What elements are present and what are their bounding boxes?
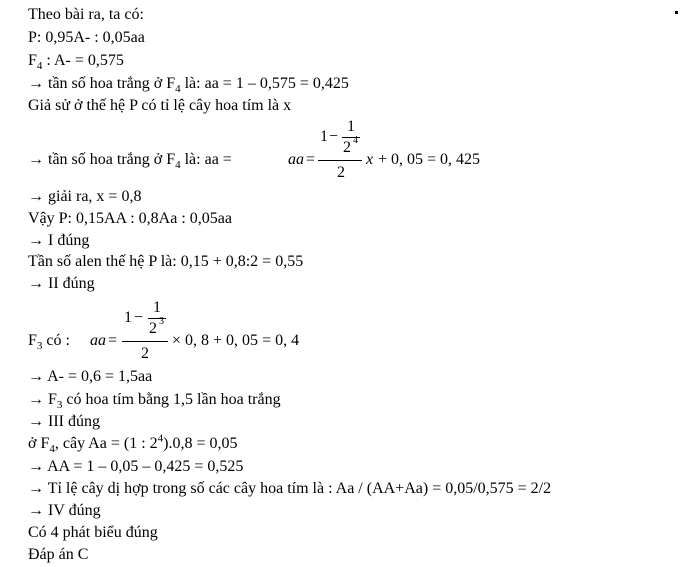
text-line-13: → A- = 0,6 = 1,5aa — [28, 368, 153, 385]
text-line-1: Theo bài ra, ta có: — [28, 6, 144, 23]
formula-2-inner-den: 2 — [149, 320, 157, 337]
text-line-16: ở $F_4$, cây Aa = (1 : $2^4).0,8 = 0,05$ — [28, 432, 238, 456]
formula-1-x: x — [366, 151, 374, 168]
formula-1-outer-den: 2 — [337, 164, 345, 181]
text-line-5: Giả sử ở thế hệ P có tỉ lệ cây hoa tím là x — [28, 97, 292, 114]
corner-dot — [675, 11, 678, 14]
formula-2-minus: − — [134, 309, 144, 326]
formula-1-aa: aa — [288, 151, 304, 168]
text-line-20: Có 4 phát biểu đúng — [28, 524, 158, 541]
text-line-17: → AA = 1 – 0,05 – 0,425 = 0,525 — [28, 458, 244, 475]
text-line-11: → II đúng — [28, 275, 95, 292]
text-line-15: → III đúng — [28, 413, 100, 430]
formula-2-outer-bar — [122, 341, 168, 342]
text-line-2: P: 0,95A- : 0,05aa — [28, 29, 145, 46]
text-line-6: → tần số hoa trắng ở $F_4$ là: aa = — [28, 151, 232, 172]
formula-1-one: 1 — [320, 128, 328, 145]
formula-1-inner-exp: 4 — [353, 135, 358, 146]
formula-1-inner-den: 2 — [343, 139, 351, 156]
text-line-14: → $F_3$ có hoa tím bằng 1,5 lần hoa trắng — [28, 391, 281, 412]
formula-1-inner-num: 1 — [347, 118, 355, 135]
text-line-12: $F_3$ có : — [28, 332, 70, 353]
formula-2-aa: aa — [90, 332, 106, 349]
formula-1-minus: − — [329, 128, 339, 145]
text-line-3: $F_4$ : A- = 0,575 — [28, 52, 124, 73]
text-line-18: → Tỉ lệ cây dị hợp trong số các cây hoa tím là : Aa / (AA+Aa) = 0,05/0,575 = 2/2 — [28, 480, 552, 497]
formula-2-one: 1 — [124, 309, 132, 326]
formula-2-inner-num: 1 — [153, 299, 161, 316]
text-line-10: Tần số alen thế hệ P là: 0,15 + 0,8:2 = 0,55 — [28, 253, 304, 270]
text-line-7: → giải ra, x = 0,8 — [28, 188, 142, 205]
formula-2-inner-exp: 3 — [159, 316, 164, 327]
formula-2-outer-den: 2 — [141, 345, 149, 362]
text-line-21: Đáp án C — [28, 546, 89, 563]
formula-2-rest: × 0, 8 + 0, 05 = 0, 4 — [172, 332, 300, 349]
formula-1-rest: + 0, 05 = 0, 425 — [378, 151, 481, 168]
formula-1-equals: = — [306, 151, 316, 168]
text-line-9: → I đúng — [28, 232, 90, 249]
formula-2-equals: = — [108, 332, 118, 349]
text-line-4: → tần số hoa trắng ở $F_4$ là: aa = 1 – 0,575 = 0,425 — [28, 75, 349, 96]
text-line-19: → IV đúng — [28, 502, 101, 519]
text-line-8: Vậy P: 0,15AA : 0,8Aa : 0,05aa — [28, 210, 232, 227]
